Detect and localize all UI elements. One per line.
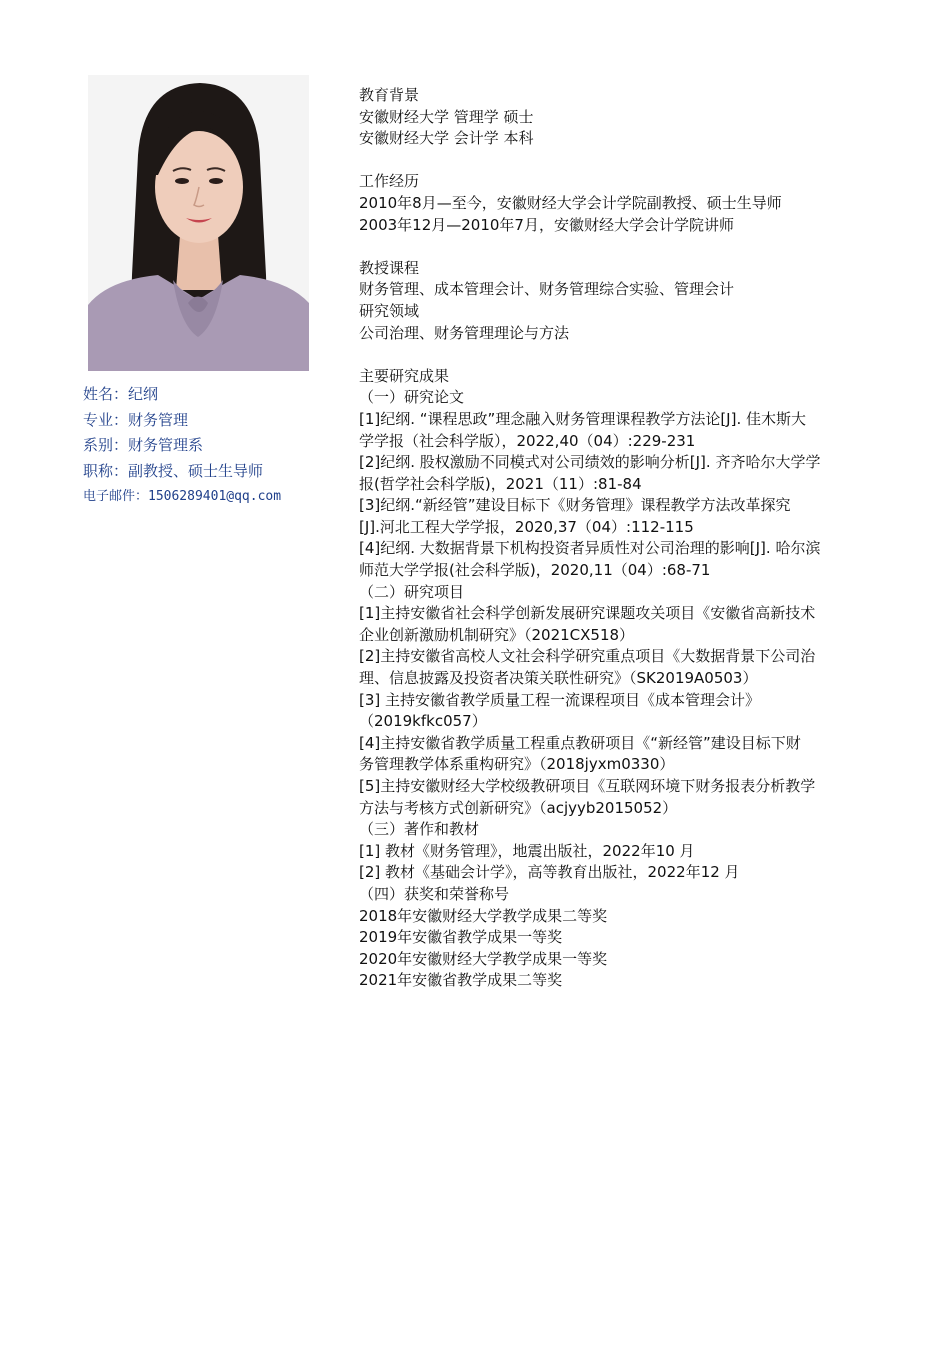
portrait-illustration (88, 75, 309, 371)
profile-email[interactable]: 电子邮件：1506289401@qq.com (83, 489, 282, 504)
paper-item (359, 538, 899, 581)
profile-info (83, 382, 343, 510)
project-line: [4]主持安徽省教学质量工程重点教研项目《“新经管”建设目标下财 (359, 733, 801, 752)
project-line: 企业创新激励机制研究》（2021CX518） (359, 625, 635, 644)
profile-name: 姓名：纪纲 (83, 385, 159, 403)
project-line: 理、信息披露及投资者决策关联性研究》（SK2019A0503） (359, 669, 758, 688)
project-line: [2]主持安徽省高校人文社会科学研究重点项目《大数据背景下公司治 (359, 647, 816, 666)
profile-title: 职称：副教授、硕士生导师 (83, 461, 264, 480)
award-item: 2021年安徽省教学成果二等奖 (359, 971, 563, 990)
paper-line: [4]纪纲. 大数据背景下机构投资者异质性对公司治理的影响[J]. 哈尔滨 (359, 539, 821, 558)
project-line: 务管理教学体系重构研究》（2018jyxm0330） (359, 755, 675, 774)
work-heading: 工作经历 (359, 172, 420, 191)
project-item (359, 733, 899, 776)
paper-item (359, 452, 899, 495)
paper-line: [3]纪纲.“新经管”建设目标下《财务管理》课程教学方法改革探究 (359, 496, 791, 515)
paper-line: 师范大学学报(社会科学版)，2020,11（04）:68-71 (359, 561, 711, 580)
spacer (359, 344, 899, 366)
work-item: 2003年12月—2010年7月，安徽财经大学会计学院讲师 (359, 215, 734, 234)
spacer (359, 236, 899, 258)
paper-line: [J].河北工程大学学报，2020,37（04）:112-115 (359, 517, 694, 536)
awards-heading: （四）获奖和荣誉称号 (359, 884, 510, 903)
project-item (359, 603, 899, 646)
work-item: 2010年8月—至今，安徽财经大学会计学院副教授、硕士生导师 (359, 193, 782, 212)
courses-heading: 教授课程 (359, 258, 420, 277)
project-line: [1]主持安徽省社会科学创新发展研究课题攻关项目《安徽省高新技术 (359, 604, 816, 623)
profile-photo (88, 75, 309, 371)
courses-text: 财务管理、成本管理会计、财务管理综合实验、管理会计 (359, 280, 735, 299)
project-item (359, 776, 899, 819)
research-field-text: 公司治理、财务管理理论与方法 (359, 323, 570, 342)
project-line: [3] 主持安徽省教学质量工程一流课程项目《成本管理会计》 (359, 690, 761, 709)
award-item: 2018年安徽财经大学教学成果二等奖 (359, 906, 608, 925)
education-item: 安徽财经大学 会计学 本科 (359, 129, 534, 148)
education-item: 安徽财经大学 管理学 硕士 (359, 107, 534, 126)
project-line: [5]主持安徽财经大学校级教研项目《互联网环境下财务报表分析教学 (359, 777, 816, 795)
project-item (359, 690, 899, 733)
profile-department: 系别：财务管理系 (83, 436, 204, 454)
project-item (359, 646, 899, 689)
project-line: 方法与考核方式创新研究》（acjyyb2015052） (359, 798, 678, 817)
spacer (359, 150, 899, 172)
achievements-heading: 主要研究成果 (359, 366, 450, 385)
book-item: [1] 教材《财务管理》，地震出版社，2022年10 月 (359, 841, 695, 860)
project-line: （2019kfkc057） (359, 712, 487, 731)
paper-line: 报(哲学社会科学版)，2021（11）:81-84 (359, 474, 642, 493)
profile-major: 专业：财务管理 (83, 410, 189, 429)
paper-item (359, 409, 899, 452)
award-item: 2019年安徽省教学成果一等奖 (359, 928, 563, 947)
book-item: [2] 教材《基础会计学》，高等教育出版社，2022年12 月 (359, 863, 740, 882)
resume-content (359, 85, 899, 992)
research-field-heading: 研究领域 (359, 301, 420, 320)
paper-item (359, 495, 899, 538)
projects-heading: （二）研究项目 (359, 582, 465, 601)
paper-line: [1]纪纲. “课程思政”理念融入财务管理课程教学方法论[J]. 佳木斯大 (359, 409, 806, 428)
paper-line: 学学报（社会科学版），2022,40（04）:229-231 (359, 431, 696, 450)
papers-heading: （一）研究论文 (359, 388, 465, 407)
books-heading: （三）著作和教材 (359, 820, 480, 839)
paper-line: [2]纪纲. 股权激励不同模式对公司绩效的影响分析[J]. 齐齐哈尔大学学 (359, 453, 821, 472)
education-heading: 教育背景 (359, 86, 420, 104)
award-item: 2020年安徽财经大学教学成果一等奖 (359, 949, 608, 968)
